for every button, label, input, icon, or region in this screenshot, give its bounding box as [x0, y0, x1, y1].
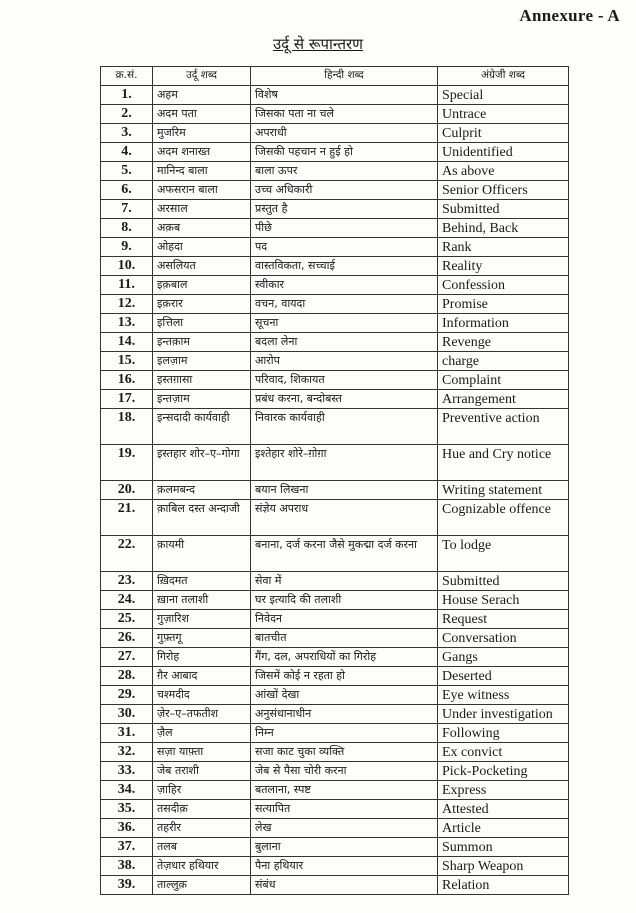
urdu-cell: ओहदा [153, 238, 251, 257]
english-cell: Under investigation [438, 705, 569, 724]
table-row [101, 800, 569, 819]
table-row [101, 219, 569, 238]
hindi-cell: जिसका पता ना चले [251, 105, 438, 124]
hindi-cell: प्रस्तुत है [251, 200, 438, 219]
english-cell: charge [438, 352, 569, 371]
table-row [101, 352, 569, 371]
english-cell: Request [438, 610, 569, 629]
hindi-cell: आरोप [251, 352, 438, 371]
table-row [101, 572, 569, 591]
serial-cell: 36. [101, 819, 153, 838]
english-cell: Behind, Back [438, 219, 569, 238]
english-cell: Complaint [438, 371, 569, 390]
hindi-cell: सेवा में [251, 572, 438, 591]
hindi-cell: विशेष [251, 86, 438, 105]
table-row [101, 705, 569, 724]
serial-cell: 32. [101, 743, 153, 762]
hindi-cell: संबंध [251, 876, 438, 895]
hindi-cell: संज्ञेय अपराध [251, 500, 438, 536]
serial-cell: 20. [101, 481, 153, 500]
serial-cell: 14. [101, 333, 153, 352]
serial-cell: 19. [101, 445, 153, 481]
urdu-cell: ख़ाना तलाशी [153, 591, 251, 610]
table-row [101, 481, 569, 500]
urdu-cell: ज़ेर–ए–तफतीश [153, 705, 251, 724]
serial-cell: 27. [101, 648, 153, 667]
header-urdu: उर्दू शब्द [153, 67, 251, 86]
urdu-cell: तेज़धार हथियार [153, 857, 251, 876]
hindi-cell: स्वीकार [251, 276, 438, 295]
table-row [101, 876, 569, 895]
table-row [101, 857, 569, 876]
serial-cell: 21. [101, 500, 153, 536]
serial-cell: 6. [101, 181, 153, 200]
urdu-cell: ज़ैल [153, 724, 251, 743]
table-row [101, 819, 569, 838]
table-row [101, 536, 569, 572]
hindi-cell: निम्न [251, 724, 438, 743]
english-cell: Submitted [438, 572, 569, 591]
table-row [101, 276, 569, 295]
urdu-cell: असलियत [153, 257, 251, 276]
table-row [101, 724, 569, 743]
serial-cell: 2. [101, 105, 153, 124]
urdu-cell: अहम [153, 86, 251, 105]
serial-cell: 38. [101, 857, 153, 876]
urdu-cell: जेब तराशी [153, 762, 251, 781]
urdu-cell: गुफ़्तगू [153, 629, 251, 648]
urdu-cell: चश्मदीद [153, 686, 251, 705]
table-row [101, 648, 569, 667]
serial-cell: 31. [101, 724, 153, 743]
serial-cell: 39. [101, 876, 153, 895]
table-row [101, 86, 569, 105]
serial-cell: 34. [101, 781, 153, 800]
hindi-cell: प्रबंध करना, बन्दोबस्त [251, 390, 438, 409]
hindi-cell: अनुसंधानाधीन [251, 705, 438, 724]
urdu-cell: ख़िदमत [153, 572, 251, 591]
hindi-cell: इश्तेहार शोरे–ग़ोग़ा [251, 445, 438, 481]
english-cell: Gangs [438, 648, 569, 667]
table-row [101, 143, 569, 162]
table-row [101, 295, 569, 314]
urdu-cell: तलब [153, 838, 251, 857]
serial-cell: 9. [101, 238, 153, 257]
serial-cell: 30. [101, 705, 153, 724]
table-header-row [101, 67, 569, 86]
serial-cell: 7. [101, 200, 153, 219]
table-row [101, 667, 569, 686]
hindi-cell: पैना हथियार [251, 857, 438, 876]
hindi-cell: वास्तविकता, सच्चाई [251, 257, 438, 276]
hindi-cell: पीछे [251, 219, 438, 238]
table-row [101, 445, 569, 481]
hindi-cell: घर इत्यादि की तलाशी [251, 591, 438, 610]
serial-cell: 15. [101, 352, 153, 371]
hindi-cell: सत्यापित [251, 800, 438, 819]
urdu-cell: इक़रार [153, 295, 251, 314]
serial-cell: 5. [101, 162, 153, 181]
hindi-cell: जिसकी पहचान न हुई हो [251, 143, 438, 162]
urdu-cell: ताल्लुक़ [153, 876, 251, 895]
urdu-cell: मुजरिम [153, 124, 251, 143]
english-cell: Pick-Pocketing [438, 762, 569, 781]
urdu-cell: ज़ाहिर [153, 781, 251, 800]
urdu-cell: अरसाल [153, 200, 251, 219]
hindi-cell: बुलाना [251, 838, 438, 857]
urdu-cell: तसदीक़ [153, 800, 251, 819]
urdu-cell: मानिन्द बाला [153, 162, 251, 181]
english-cell: Ex convict [438, 743, 569, 762]
english-cell: To lodge [438, 536, 569, 572]
urdu-cell: इन्तज़ाम [153, 390, 251, 409]
table-row [101, 333, 569, 352]
table-row [101, 591, 569, 610]
english-cell: Relation [438, 876, 569, 895]
serial-cell: 35. [101, 800, 153, 819]
table-row [101, 629, 569, 648]
english-cell: Promise [438, 295, 569, 314]
serial-cell: 11. [101, 276, 153, 295]
urdu-cell: ग़ैर आबाद [153, 667, 251, 686]
page-title: उर्दू से रूपान्तरण [272, 35, 364, 53]
english-cell: Sharp Weapon [438, 857, 569, 876]
english-cell: House Serach [438, 591, 569, 610]
english-cell: Conversation [438, 629, 569, 648]
english-cell: Reality [438, 257, 569, 276]
table-row [101, 610, 569, 629]
table-row [101, 124, 569, 143]
serial-cell: 10. [101, 257, 153, 276]
urdu-cell: अदम शनाख्त [153, 143, 251, 162]
table-row [101, 314, 569, 333]
serial-cell: 29. [101, 686, 153, 705]
table-row [101, 686, 569, 705]
header-hindi: हिन्दी शब्द [251, 67, 438, 86]
english-cell: Hue and Cry notice [438, 445, 569, 481]
urdu-cell: अक़ब [153, 219, 251, 238]
urdu-cell: गुज़ारिश [153, 610, 251, 629]
english-cell: Cognizable offence [438, 500, 569, 536]
annexure-label: Annexure - A [519, 6, 620, 25]
urdu-cell: इन्सदादी कार्यवाही [153, 409, 251, 445]
table-row [101, 371, 569, 390]
urdu-cell: इन्तक़ाम [153, 333, 251, 352]
serial-cell: 24. [101, 591, 153, 610]
hindi-cell: उच्च अधिकारी [251, 181, 438, 200]
hindi-cell: वचन, वायदा [251, 295, 438, 314]
english-cell: Revenge [438, 333, 569, 352]
table-row [101, 781, 569, 800]
hindi-cell: जिसमें कोई न रहता हो [251, 667, 438, 686]
english-cell: Special [438, 86, 569, 105]
serial-cell: 13. [101, 314, 153, 333]
urdu-cell: अदम पता [153, 105, 251, 124]
hindi-cell: बयान लिखना [251, 481, 438, 500]
hindi-cell: पद [251, 238, 438, 257]
english-cell: Summon [438, 838, 569, 857]
hindi-cell: बाला ऊपर [251, 162, 438, 181]
table-row [101, 200, 569, 219]
urdu-cell: इस्तग़ासा [153, 371, 251, 390]
english-cell: Untrace [438, 105, 569, 124]
hindi-cell: बतलाना, स्पष्ट [251, 781, 438, 800]
english-cell: Rank [438, 238, 569, 257]
urdu-cell: क़लमबन्द [153, 481, 251, 500]
english-cell: Culprit [438, 124, 569, 143]
english-cell: Writing statement [438, 481, 569, 500]
table-row [101, 390, 569, 409]
english-cell: Attested [438, 800, 569, 819]
english-cell: Senior Officers [438, 181, 569, 200]
urdu-cell: इस्तहार शोर–ए–गोगा [153, 445, 251, 481]
hindi-cell: लेख [251, 819, 438, 838]
serial-cell: 26. [101, 629, 153, 648]
english-cell: Submitted [438, 200, 569, 219]
hindi-cell: आंखों देखा [251, 686, 438, 705]
table-row [101, 181, 569, 200]
urdu-cell: इक़बाल [153, 276, 251, 295]
serial-cell: 37. [101, 838, 153, 857]
serial-cell: 33. [101, 762, 153, 781]
urdu-cell: इत्तिला [153, 314, 251, 333]
table-row [101, 409, 569, 445]
serial-cell: 22. [101, 536, 153, 572]
english-cell: Article [438, 819, 569, 838]
hindi-cell: परिवाद, शिकायत [251, 371, 438, 390]
hindi-cell: अपराधी [251, 124, 438, 143]
serial-cell: 4. [101, 143, 153, 162]
serial-cell: 8. [101, 219, 153, 238]
urdu-cell: तहरीर [153, 819, 251, 838]
urdu-cell: सज़ा याफ़्ता [153, 743, 251, 762]
table-row [101, 762, 569, 781]
serial-cell: 12. [101, 295, 153, 314]
glossary-table [100, 66, 569, 895]
english-cell: Deserted [438, 667, 569, 686]
english-cell: Unidentified [438, 143, 569, 162]
hindi-cell: गैंग, दल, अपराधियों का गिरोह [251, 648, 438, 667]
header-serial: क्र.सं. [101, 67, 153, 86]
serial-cell: 3. [101, 124, 153, 143]
english-cell: Express [438, 781, 569, 800]
serial-cell: 28. [101, 667, 153, 686]
serial-cell: 17. [101, 390, 153, 409]
hindi-cell: बनाना, दर्ज करना जैसे मुकद्मा दर्ज करना [251, 536, 438, 572]
table-row [101, 105, 569, 124]
table-row [101, 743, 569, 762]
table-row [101, 257, 569, 276]
table-row [101, 500, 569, 536]
english-cell: Confession [438, 276, 569, 295]
english-cell: Following [438, 724, 569, 743]
serial-cell: 23. [101, 572, 153, 591]
serial-cell: 16. [101, 371, 153, 390]
urdu-cell: गिरोह [153, 648, 251, 667]
english-cell: Arrangement [438, 390, 569, 409]
hindi-cell: जेब से पैसा चोरी करना [251, 762, 438, 781]
hindi-cell: बदला लेना [251, 333, 438, 352]
english-cell: As above [438, 162, 569, 181]
table-row [101, 238, 569, 257]
hindi-cell: निवारक कार्यवाही [251, 409, 438, 445]
table-row [101, 162, 569, 181]
serial-cell: 18. [101, 409, 153, 445]
header-english: अंग्रेजी शब्द [438, 67, 569, 86]
hindi-cell: निवेदन [251, 610, 438, 629]
urdu-cell: क़ायमी [153, 536, 251, 572]
urdu-cell: इलज़ाम [153, 352, 251, 371]
urdu-cell: अफसरान बाला [153, 181, 251, 200]
english-cell: Information [438, 314, 569, 333]
serial-cell: 25. [101, 610, 153, 629]
english-cell: Eye witness [438, 686, 569, 705]
hindi-cell: सजा काट चुका व्यक्ति [251, 743, 438, 762]
urdu-cell: क़ाबिल दस्त अन्दाजी [153, 500, 251, 536]
english-cell: Preventive action [438, 409, 569, 445]
serial-cell: 1. [101, 86, 153, 105]
table-row [101, 838, 569, 857]
hindi-cell: सूचना [251, 314, 438, 333]
hindi-cell: बातचीत [251, 629, 438, 648]
